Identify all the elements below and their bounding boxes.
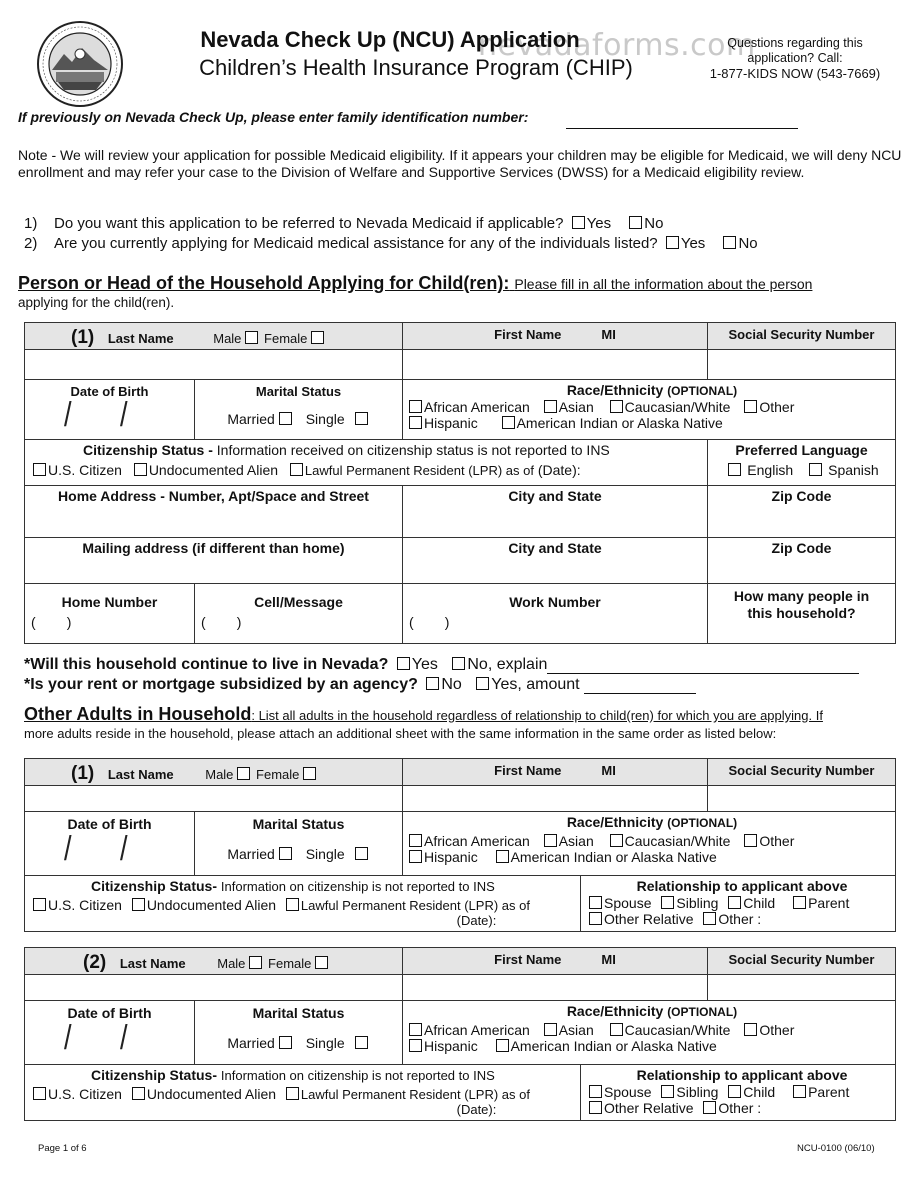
spouse-checkbox[interactable] (589, 1085, 602, 1098)
dob-cell[interactable] (25, 1001, 195, 1065)
question-text: Are you currently applying for Medicaid medical assistance for any of the individuals listed? (54, 235, 658, 252)
citizenship-cell (25, 440, 708, 486)
married-label: Married (227, 1035, 275, 1051)
date-separator: / (63, 396, 72, 434)
single-label: Single (305, 846, 345, 862)
family-id-field[interactable] (566, 128, 798, 129)
parent-checkbox[interactable] (793, 896, 806, 909)
mi-label: MI (601, 327, 616, 342)
contact-info (700, 36, 890, 81)
relationship-option: Other : (718, 1100, 762, 1116)
marital-label: Marital Status (252, 1005, 345, 1021)
spanish-checkbox[interactable] (809, 463, 822, 476)
male-checkbox[interactable] (249, 956, 262, 969)
first-name-label: First Name (494, 327, 562, 342)
race-native-checkbox[interactable] (496, 850, 509, 863)
race-cell (403, 1001, 896, 1065)
ssn-field[interactable] (708, 350, 896, 380)
mailing-city-cell[interactable]: City and State (403, 538, 708, 584)
no-label: No (738, 235, 758, 252)
race-option: American Indian or Alaska Native (510, 849, 717, 865)
race-native-checkbox[interactable] (496, 1039, 509, 1052)
section-heading: Person or Head of the Household Applying for Child(ren): (18, 273, 510, 293)
q1-no-checkbox[interactable] (629, 216, 642, 229)
question-2 (24, 235, 758, 252)
other-adults-desc2: more adults reside in the household, please attach an additional sheet with the same information in the same order as listed below: (24, 726, 777, 741)
race-hispanic-checkbox[interactable] (409, 416, 422, 429)
contact-line-2: application? Call: (747, 51, 843, 65)
married-checkbox[interactable] (279, 847, 292, 860)
race-option: Caucasian/White (624, 399, 731, 415)
optional-label: (OPTIONAL) (667, 816, 738, 830)
single-label: Single (305, 411, 345, 427)
sibling-checkbox[interactable] (661, 1085, 674, 1098)
last-name-header (25, 759, 403, 786)
relationship-option: Child (743, 895, 776, 911)
contact-line-1: Questions regarding this (727, 36, 863, 50)
other-relative-checkbox[interactable] (589, 1101, 602, 1114)
relationship-cell (581, 1065, 896, 1121)
date-separator: / (119, 830, 128, 868)
other-adult-table (24, 947, 896, 1121)
relationship-option: Spouse (604, 1084, 652, 1100)
race-option: African American (424, 399, 530, 415)
citizenship-option: Undocumented Alien (148, 462, 279, 478)
citizenship-option: U.S. Citizen (48, 897, 122, 913)
male-label: Male (205, 767, 234, 782)
race-label: Race/Ethnicity (566, 1003, 664, 1019)
entry-number: (2) (83, 952, 107, 973)
sibling-checkbox[interactable] (661, 896, 674, 909)
citizenship-option: U.S. Citizen (48, 1086, 122, 1102)
citizenship-option: Lawful Permanent Resident (LPR) as of (300, 1087, 530, 1102)
form-subtitle: Children’s Health Insurance Program (CHIP) (199, 55, 633, 80)
relationship-option: Child (743, 1084, 776, 1100)
dob-label: Date of Birth (67, 1005, 152, 1021)
male-checkbox[interactable] (245, 331, 258, 344)
last-name-field[interactable] (25, 350, 403, 380)
no-label: No (441, 676, 462, 693)
married-label: Married (227, 411, 275, 427)
ssn-field[interactable] (708, 786, 896, 812)
race-cell (403, 812, 896, 876)
last-name-header (25, 323, 403, 350)
yes-label: Yes (586, 215, 612, 232)
married-checkbox[interactable] (279, 1036, 292, 1049)
child-checkbox[interactable] (728, 1085, 741, 1098)
race-other-checkbox[interactable] (744, 1023, 757, 1036)
last-name-field[interactable] (25, 975, 403, 1001)
area-code: ( ) (409, 614, 450, 630)
citizenship-cell (25, 1065, 581, 1121)
female-checkbox[interactable] (315, 956, 328, 969)
undocumented-checkbox[interactable] (132, 1087, 145, 1100)
optional-label: (OPTIONAL) (667, 1005, 738, 1019)
nevada-no-checkbox[interactable] (452, 657, 465, 670)
q2-yes-checkbox[interactable] (666, 236, 679, 249)
child-checkbox[interactable] (728, 896, 741, 909)
citizenship-option: Lawful Permanent Resident (LPR) as of (304, 463, 534, 478)
other-checkbox[interactable] (703, 912, 716, 925)
home-address-cell[interactable]: Home Address - Number, Apt/Space and Street (25, 486, 403, 538)
form-title: Nevada Check Up (NCU) Application (200, 27, 580, 52)
undocumented-checkbox[interactable] (132, 898, 145, 911)
work-label: Work Number (509, 594, 601, 610)
form-id: NCU-0100 (06/10) (797, 1143, 875, 1154)
mailing-address-cell[interactable]: Mailing address (if different than home) (25, 538, 403, 584)
race-option: American Indian or Alaska Native (516, 415, 723, 431)
race-option: Hispanic (424, 849, 478, 865)
rent-yes-checkbox[interactable] (476, 677, 489, 690)
male-label: Male (213, 331, 242, 346)
area-code: ( ) (31, 614, 72, 630)
cell-number-cell[interactable] (195, 584, 403, 644)
relationship-cell (581, 876, 896, 932)
us-citizen-checkbox[interactable] (33, 463, 46, 476)
ssn-header: Social Security Number (708, 948, 896, 975)
marital-label: Marital Status (255, 384, 342, 399)
last-name-label: Last Name (107, 767, 174, 782)
amount-field[interactable] (584, 693, 696, 694)
q2-no-checkbox[interactable] (723, 236, 736, 249)
relationship-label: Relationship to applicant above (636, 878, 848, 894)
citizenship-label: Citizenship Status- (91, 878, 218, 894)
no-label: No, explain (467, 656, 548, 673)
relationship-option: Sibling (676, 1084, 719, 1100)
citizenship-note: Information on citizenship is not reported to INS (220, 879, 495, 894)
lpr-checkbox[interactable] (286, 898, 299, 911)
first-name-field[interactable] (403, 350, 708, 380)
first-name-label: First Name (494, 952, 562, 967)
spouse-checkbox[interactable] (589, 896, 602, 909)
question-text: *Is your rent or mortgage subsidized by an agency? (24, 676, 418, 693)
lpr-date-label: (Date): (537, 462, 581, 478)
mailing-zip-cell[interactable]: Zip Code (708, 538, 896, 584)
explain-field[interactable] (547, 673, 859, 674)
race-african-checkbox[interactable] (409, 1023, 422, 1036)
date-separator: / (119, 396, 128, 434)
married-label: Married (227, 846, 275, 862)
last-name-label: Last Name (107, 331, 174, 346)
citizenship-option: Lawful Permanent Resident (LPR) as of (300, 898, 530, 913)
first-name-label: First Name (494, 763, 562, 778)
rent-no-checkbox[interactable] (426, 677, 439, 690)
other-relative-checkbox[interactable] (589, 912, 602, 925)
ssn-header: Social Security Number (708, 759, 896, 786)
zip-cell[interactable]: Zip Code (708, 486, 896, 538)
male-label: Male (217, 956, 246, 971)
section-description: : List all adults in the household regardless of relationship to child(ren) for which you are applying. If (251, 708, 823, 723)
household-count-cell[interactable]: How many people in this household? (708, 584, 896, 644)
female-checkbox[interactable] (311, 331, 324, 344)
lpr-checkbox[interactable] (286, 1087, 299, 1100)
race-label: Race/Ethnicity (566, 814, 664, 830)
work-number-cell[interactable] (403, 584, 708, 644)
marital-cell (195, 1001, 403, 1065)
relationship-option: Parent (808, 895, 850, 911)
relationship-label: Relationship to applicant above (636, 1067, 848, 1083)
city-state-cell[interactable]: City and State (403, 486, 708, 538)
married-checkbox[interactable] (279, 412, 292, 425)
race-option: Hispanic (424, 1038, 478, 1054)
home-number-cell[interactable] (25, 584, 195, 644)
marital-cell (195, 380, 403, 440)
contact-phone: 1-877-KIDS NOW (543-7669) (709, 66, 881, 81)
pref-lang-label: Preferred Language (735, 442, 868, 458)
female-label: Female (268, 956, 312, 971)
race-other-checkbox[interactable] (744, 834, 757, 847)
lang-option: English (747, 462, 794, 478)
us-citizen-checkbox[interactable] (33, 898, 46, 911)
lpr-date-label: (Date): (456, 913, 497, 928)
female-label: Female (256, 767, 300, 782)
race-option: Hispanic (424, 415, 478, 431)
male-checkbox[interactable] (237, 767, 250, 780)
citizenship-label: Citizenship Status - (83, 442, 213, 458)
family-id-label: If previously on Nevada Check Up, please enter family identification number: (18, 109, 529, 125)
yes-label: Yes (411, 656, 438, 673)
race-option: Caucasian/White (624, 1022, 731, 1038)
yes-label: Yes, amount (491, 676, 580, 693)
first-name-header (403, 948, 708, 975)
question-number: 2) (24, 235, 38, 252)
lpr-checkbox[interactable] (290, 463, 303, 476)
female-label: Female (264, 331, 308, 346)
relationship-option: Spouse (604, 895, 652, 911)
race-asian-checkbox[interactable] (544, 400, 557, 413)
race-asian-checkbox[interactable] (544, 834, 557, 847)
citizenship-label: Citizenship Status- (91, 1067, 218, 1083)
race-hispanic-checkbox[interactable] (409, 850, 422, 863)
parent-checkbox[interactable] (793, 1085, 806, 1098)
last-name-label: Last Name (119, 956, 186, 971)
entry-number: (1) (71, 327, 95, 348)
race-option: Caucasian/White (624, 833, 731, 849)
medicaid-note: Note - We will review your application for possible Medicaid eligibility. If it appears your children may be eligible for Medicaid, we will deny NCU enrollment and may refer your case to the Division of Welfare and Supportive Services (DWSS) for a Medicaid eligibility review. (18, 147, 902, 180)
relationship-option: Other Relative (604, 1100, 694, 1116)
date-separator: / (63, 1019, 72, 1057)
question-number: 1) (24, 215, 38, 232)
single-label: Single (305, 1035, 345, 1051)
single-checkbox[interactable] (355, 1036, 368, 1049)
race-option: African American (424, 833, 530, 849)
race-option: Other (759, 399, 795, 415)
marital-label: Marital Status (252, 816, 345, 832)
female-checkbox[interactable] (303, 767, 316, 780)
relationship-option: Sibling (676, 895, 719, 911)
home-number-label: Home Number (61, 594, 158, 610)
rent-question (24, 676, 696, 694)
marital-cell (195, 812, 403, 876)
race-caucasian-checkbox[interactable] (610, 834, 623, 847)
ssn-field[interactable] (708, 975, 896, 1001)
applicant-section-title (18, 273, 812, 294)
lpr-date-label: (Date): (456, 1102, 497, 1117)
other-checkbox[interactable] (703, 1101, 716, 1114)
race-option: Other (759, 1022, 795, 1038)
question-1 (24, 215, 663, 232)
entry-number: (1) (71, 763, 95, 784)
cell-label: Cell/Message (254, 594, 343, 610)
nevada-question (24, 656, 859, 674)
dob-label: Date of Birth (70, 384, 149, 399)
race-option: American Indian or Alaska Native (510, 1038, 717, 1054)
date-separator: / (119, 1019, 128, 1057)
undocumented-checkbox[interactable] (134, 463, 147, 476)
date-separator: / (63, 830, 72, 868)
area-code: ( ) (201, 614, 242, 630)
relationship-option: Parent (808, 1084, 850, 1100)
race-option: Asian (558, 833, 594, 849)
page-number: Page 1 of 6 (38, 1143, 87, 1154)
relationship-option: Other Relative (604, 911, 694, 927)
citizenship-note: Information received on citizenship status is not reported to INS (216, 442, 610, 458)
yes-label: Yes (680, 235, 706, 252)
race-african-checkbox[interactable] (409, 834, 422, 847)
us-citizen-checkbox[interactable] (33, 1087, 46, 1100)
single-checkbox[interactable] (355, 847, 368, 860)
language-cell (708, 440, 896, 486)
race-hispanic-checkbox[interactable] (409, 1039, 422, 1052)
first-name-field[interactable] (403, 786, 708, 812)
question-text: *Will this household continue to live in Nevada? (24, 656, 389, 673)
race-option: Asian (558, 1022, 594, 1038)
watermark: nevadaforms.com (478, 28, 756, 63)
last-name-header (25, 948, 403, 975)
last-name-field[interactable] (25, 786, 403, 812)
race-option: African American (424, 1022, 530, 1038)
optional-label: (OPTIONAL) (667, 384, 738, 398)
relationship-option: Other : (718, 911, 762, 927)
ssn-header: Social Security Number (708, 323, 896, 350)
first-name-header (403, 759, 708, 786)
dob-label: Date of Birth (67, 816, 152, 832)
race-native-checkbox[interactable] (502, 416, 515, 429)
race-asian-checkbox[interactable] (544, 1023, 557, 1036)
mi-label: MI (601, 952, 616, 967)
race-other-checkbox[interactable] (744, 400, 757, 413)
question-text: Do you want this application to be referred to Nevada Medicaid if applicable? (54, 215, 564, 232)
race-option: Asian (558, 399, 594, 415)
first-name-header (403, 323, 708, 350)
lang-option: Spanish (828, 462, 879, 478)
dob-cell[interactable] (25, 380, 195, 440)
race-cell (403, 380, 896, 440)
section-heading: Other Adults in Household (24, 704, 252, 724)
nevada-yes-checkbox[interactable] (397, 657, 410, 670)
mi-label: MI (601, 763, 616, 778)
race-african-checkbox[interactable] (409, 400, 422, 413)
q1-yes-checkbox[interactable] (572, 216, 585, 229)
race-caucasian-checkbox[interactable] (610, 400, 623, 413)
no-label: No (644, 215, 664, 232)
dob-cell[interactable] (25, 812, 195, 876)
other-adults-title (24, 704, 823, 725)
citizenship-note: Information on citizenship is not reported to INS (220, 1068, 495, 1083)
citizenship-option: Undocumented Alien (146, 897, 277, 913)
race-option: Other (759, 833, 795, 849)
race-label: Race/Ethnicity (566, 382, 664, 398)
single-checkbox[interactable] (355, 412, 368, 425)
applicant-section-desc2: applying for the child(ren). (18, 295, 175, 310)
race-caucasian-checkbox[interactable] (610, 1023, 623, 1036)
applicant-table (24, 322, 896, 644)
citizenship-cell (25, 876, 581, 932)
section-description: Please fill in all the information about the person (514, 276, 813, 292)
first-name-field[interactable] (403, 975, 708, 1001)
citizenship-option: U.S. Citizen (48, 462, 122, 478)
citizenship-option: Undocumented Alien (146, 1086, 277, 1102)
english-checkbox[interactable] (728, 463, 741, 476)
other-adult-table (24, 758, 896, 932)
